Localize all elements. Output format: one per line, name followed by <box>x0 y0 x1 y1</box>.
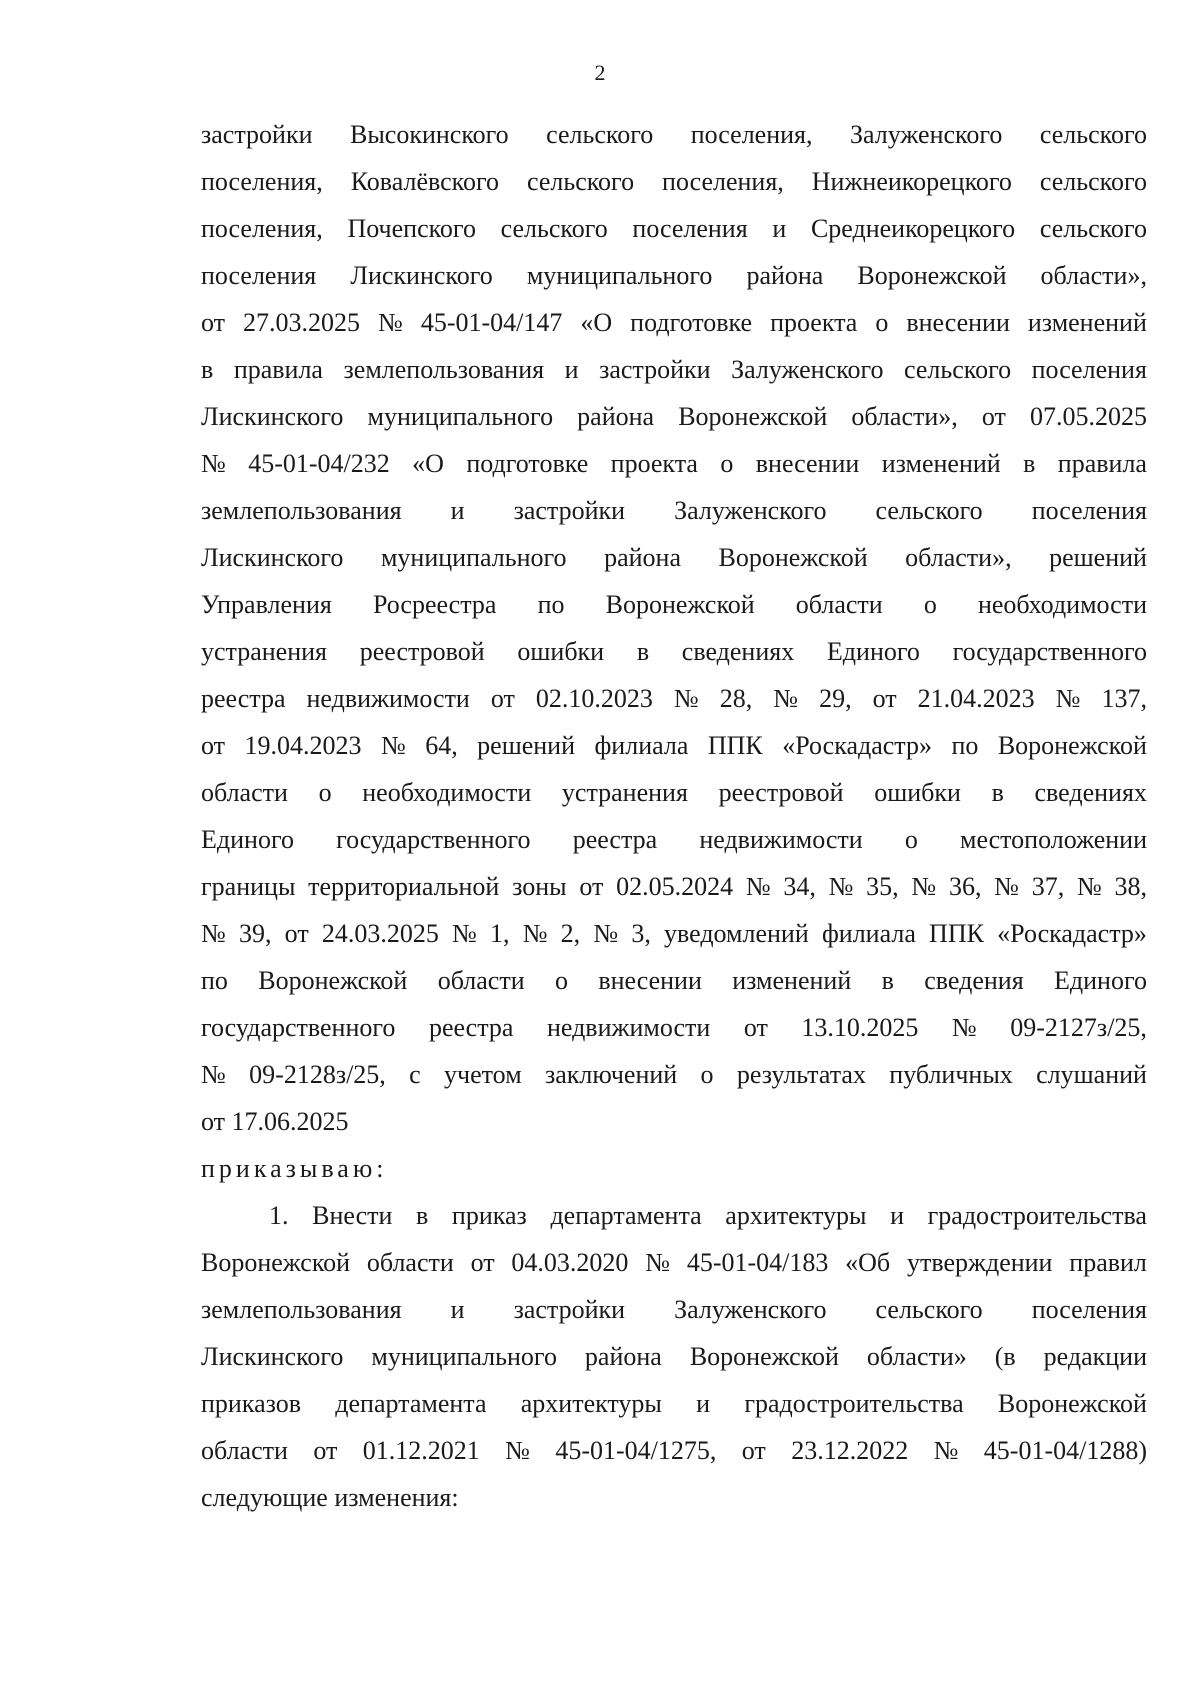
word: Воронежской <box>605 590 755 619</box>
page-number: 2 <box>594 60 606 85</box>
word: Залуженского <box>674 496 827 525</box>
word: учетом <box>444 1060 522 1089</box>
word: Внести <box>312 1201 393 1230</box>
word: сельского <box>546 120 654 149</box>
word: поселения <box>1031 1295 1147 1324</box>
word: решений <box>1049 543 1147 572</box>
word: Лискинского <box>201 1342 344 1371</box>
word: № <box>1055 684 1081 713</box>
word: уведомлений <box>664 919 809 948</box>
word: сельского <box>526 167 635 196</box>
word: Воронежской <box>997 731 1147 760</box>
word: № <box>505 1436 530 1465</box>
word: о <box>875 308 889 337</box>
text-line <box>201 1011 1147 1045</box>
word: сведениях <box>681 637 795 666</box>
word: с <box>409 1060 421 1089</box>
word: Почепского <box>347 214 476 243</box>
word: архитектуры <box>725 1201 867 1230</box>
word: района <box>604 543 681 572</box>
item-1-line <box>269 1199 1147 1233</box>
order-word: приказываю: <box>201 1154 388 1183</box>
word: 29, <box>819 684 852 713</box>
word: 01.12.2021 <box>362 1436 480 1465</box>
word: от <box>284 919 309 948</box>
word: Единого <box>201 825 294 854</box>
word: сельского <box>500 214 608 243</box>
word: приказов <box>201 1389 302 1418</box>
word: реестровой <box>718 778 844 807</box>
word: в <box>991 778 1004 807</box>
word: Воронежской <box>258 966 408 995</box>
word: приказ <box>451 1201 527 1230</box>
text-line <box>201 165 1147 199</box>
word: Воронежской <box>718 543 868 572</box>
text-line <box>201 870 1147 904</box>
word: 23.12.2022 <box>791 1436 909 1465</box>
word: в <box>201 355 214 384</box>
word: изменений <box>732 966 852 995</box>
word: Высокинского <box>349 120 509 149</box>
word: устранения <box>561 778 688 807</box>
word: области <box>201 1436 288 1465</box>
word: недвижимости <box>699 825 863 854</box>
word: сельского <box>875 1295 983 1324</box>
item-1-line <box>201 1434 1147 1468</box>
word: по <box>951 731 979 760</box>
word: области <box>366 1248 454 1277</box>
word: недвижимости <box>546 1013 711 1042</box>
word: от <box>981 402 1006 431</box>
word: 02.10.2023 <box>535 684 653 713</box>
word: «Роскадастр» <box>782 731 932 760</box>
word: «О <box>580 308 613 337</box>
word: поселения, <box>662 167 784 196</box>
word: 45-01-04/147 <box>420 308 563 337</box>
word: реестровой <box>359 637 485 666</box>
word: государственного <box>336 825 531 854</box>
word: изменений <box>881 449 1001 478</box>
word: района <box>577 402 655 431</box>
word: о <box>318 778 332 807</box>
text-line <box>201 588 1147 622</box>
word: Лискинского <box>201 402 344 431</box>
word: 28, <box>719 684 753 713</box>
item-1-line <box>201 1340 1147 1374</box>
word: решений <box>477 731 575 760</box>
word: области», <box>1040 261 1147 290</box>
word: поселения <box>201 261 317 290</box>
word: необходимости <box>977 590 1147 619</box>
word: землепользования <box>201 1295 402 1324</box>
word: 19.04.2023 <box>244 731 362 760</box>
word: о <box>700 1060 714 1089</box>
word: градостроительства <box>927 1201 1147 1230</box>
word: и <box>564 355 579 384</box>
word: муниципального <box>367 402 554 431</box>
word: реестра <box>428 1013 514 1042</box>
word: подготовке <box>466 449 589 478</box>
word: Нижнеикорецкого <box>811 167 1012 196</box>
word: в <box>881 966 894 995</box>
word: архитектуры <box>520 1389 662 1418</box>
text-line <box>201 823 1147 857</box>
word: 2, <box>560 919 581 948</box>
word: № <box>994 872 1019 901</box>
word: области <box>201 778 288 807</box>
word: государственного <box>952 637 1147 666</box>
text-line <box>201 917 1147 951</box>
word: 137, <box>1101 684 1147 713</box>
word: № <box>645 1248 671 1277</box>
word: № <box>378 308 403 337</box>
word: изменений <box>1027 308 1147 337</box>
word: о <box>554 966 568 995</box>
item-1-line <box>201 1293 1147 1327</box>
word: филиала <box>594 731 689 760</box>
word: № <box>380 731 406 760</box>
word: Залуженского <box>674 1295 827 1324</box>
word: 3, <box>631 919 651 948</box>
word: от <box>201 731 226 760</box>
word: Единого <box>1054 966 1147 995</box>
word: поселения, <box>201 214 323 243</box>
word: 1. <box>269 1201 289 1230</box>
text-line <box>201 682 1147 716</box>
word: от <box>579 872 604 901</box>
text-line <box>201 306 1147 340</box>
item-1-line: следующие изменения: <box>201 1483 459 1512</box>
word: и <box>772 214 787 243</box>
word: 21.04.2023 <box>917 684 1035 713</box>
word: 35, <box>866 872 899 901</box>
word: области» <box>866 1342 967 1371</box>
word: муниципального <box>371 1342 557 1371</box>
word: № <box>1076 872 1102 901</box>
word: 1, <box>490 919 510 948</box>
word: от <box>470 1248 495 1277</box>
word: № <box>911 872 937 901</box>
word: 34, <box>783 872 816 901</box>
word: публичных <box>889 1060 1013 1089</box>
word: № <box>773 684 799 713</box>
word: № <box>201 449 226 478</box>
word: Управления <box>201 590 332 619</box>
word: внесении <box>755 449 860 478</box>
word: от <box>743 1013 768 1042</box>
word: по <box>537 590 565 619</box>
word: о <box>720 449 734 478</box>
word: 45-01-04/232 <box>248 449 390 478</box>
word: поселения <box>1031 496 1147 525</box>
word: Лискинского <box>350 261 493 290</box>
word: 07.05.2025 <box>1029 402 1147 431</box>
word: поселения, <box>690 120 813 149</box>
word: 04.03.2020 <box>511 1248 629 1277</box>
word: проекта <box>610 449 698 478</box>
word: «О <box>412 449 444 478</box>
word: сельского <box>1039 120 1147 149</box>
word: филиала <box>821 919 916 948</box>
word: № <box>673 684 699 713</box>
word: (в <box>994 1342 1016 1371</box>
word: 36, <box>948 872 982 901</box>
word: 37, <box>1031 872 1065 901</box>
text-line <box>201 964 1147 998</box>
word: области <box>795 590 883 619</box>
word: местоположении <box>959 825 1147 854</box>
word: в <box>416 1201 429 1230</box>
word: 24.03.2025 <box>321 919 439 948</box>
text-line <box>201 635 1147 669</box>
word: зоны <box>512 872 567 901</box>
word: ППК <box>707 731 763 760</box>
word: департамента <box>335 1389 487 1418</box>
word: сельского <box>875 496 983 525</box>
word: внесении <box>906 308 1010 337</box>
word: и <box>890 1201 904 1230</box>
word: землепользования <box>201 496 402 525</box>
word: Лискинского <box>201 543 344 572</box>
word: № <box>745 872 771 901</box>
word: № <box>593 919 619 948</box>
word: Воронежской <box>689 1342 839 1371</box>
word: застройки <box>201 120 313 149</box>
word: территориальной <box>308 872 500 901</box>
word: утверждении <box>906 1248 1053 1277</box>
word: градостроительства <box>744 1389 964 1418</box>
text-line <box>201 447 1147 481</box>
word: от <box>490 684 515 713</box>
word: по <box>201 966 228 995</box>
text-line <box>201 1058 1147 1092</box>
item-1-line <box>201 1387 1147 1421</box>
text-line <box>201 400 1147 434</box>
word: № <box>522 919 548 948</box>
word: «Роскадастр» <box>997 919 1147 948</box>
word: Залуженского <box>850 120 1003 149</box>
word: от <box>872 684 897 713</box>
word: недвижимости <box>306 684 470 713</box>
word: проекта <box>770 308 858 337</box>
word: области <box>437 966 525 995</box>
word: 64, <box>425 731 458 760</box>
word: застройки <box>513 496 626 525</box>
word: 45-01-04/183 <box>686 1248 829 1277</box>
item-1-line <box>201 1246 1147 1280</box>
word: в <box>1023 449 1036 478</box>
word: устранения <box>201 637 328 666</box>
word: № <box>201 919 226 948</box>
text-line <box>201 212 1147 246</box>
word: поселения <box>632 214 748 243</box>
word: 09-2127з/25, <box>1010 1013 1147 1042</box>
word: и <box>696 1389 711 1418</box>
word: от <box>201 308 226 337</box>
word: «Об <box>845 1248 891 1277</box>
text-line <box>201 494 1147 528</box>
word: 39, <box>238 919 272 948</box>
word: сведениях <box>1034 778 1147 807</box>
word: Залуженского <box>731 355 884 384</box>
text-line <box>201 729 1147 763</box>
word: внесении <box>598 966 702 995</box>
word: 13.10.2025 <box>801 1013 919 1042</box>
word: Воронежской <box>201 1248 351 1277</box>
word: поселения <box>1031 355 1147 384</box>
word: ППК <box>929 919 984 948</box>
word: границы <box>201 872 296 901</box>
word: застройки <box>513 1295 626 1324</box>
word: о <box>923 590 937 619</box>
word: правила <box>1057 449 1147 478</box>
word: необходимости <box>362 778 532 807</box>
word: заключений <box>544 1060 678 1089</box>
word: муниципального <box>526 261 713 290</box>
word: сельского <box>904 355 1012 384</box>
word: и <box>450 496 465 525</box>
word: района <box>584 1342 662 1371</box>
word: государственного <box>201 1013 396 1042</box>
word: ошибки <box>874 778 961 807</box>
word: района <box>746 261 824 290</box>
word: подготовке <box>630 308 753 337</box>
text-line <box>201 353 1147 387</box>
word: реестра <box>201 684 286 713</box>
word: и <box>450 1295 465 1324</box>
word: результатах <box>736 1060 866 1089</box>
word: землепользования <box>343 355 545 384</box>
word: Воронежской <box>857 261 1007 290</box>
word: сведения <box>924 966 1024 995</box>
word: № <box>201 1060 226 1089</box>
word: сельского <box>1039 214 1147 243</box>
word: 09-2128з/25, <box>249 1060 386 1089</box>
word: Росреестра <box>372 590 497 619</box>
word: в <box>636 637 650 666</box>
word: о <box>904 825 918 854</box>
text-line <box>201 259 1147 293</box>
word: застройки <box>599 355 711 384</box>
text-line <box>201 118 1147 152</box>
word: области», <box>905 543 1012 572</box>
word: № <box>828 872 854 901</box>
word: 27.03.2025 <box>243 308 361 337</box>
word: № <box>933 1436 959 1465</box>
word: правила <box>233 355 323 384</box>
word: Среднеикорецкого <box>810 214 1016 243</box>
word: Единого <box>826 637 920 666</box>
text-line <box>201 776 1147 810</box>
text-line: от 17.06.2025 <box>201 1107 349 1136</box>
word: реестра <box>572 825 658 854</box>
word: 45-01-04/1288) <box>983 1436 1147 1465</box>
word: правил <box>1069 1248 1147 1277</box>
word: редакции <box>1043 1342 1147 1371</box>
word: муниципального <box>380 543 567 572</box>
word: Воронежской <box>997 1389 1147 1418</box>
word: Ковалёвского <box>350 167 499 196</box>
word: от <box>313 1436 338 1465</box>
word: департамента <box>550 1201 702 1230</box>
word: области», <box>851 402 958 431</box>
word: слушаний <box>1036 1060 1147 1089</box>
word: № <box>452 919 477 948</box>
word: ошибки <box>517 637 605 666</box>
word: 38, <box>1114 872 1147 901</box>
word: от <box>741 1436 766 1465</box>
text-line <box>201 541 1147 575</box>
word: поселения, <box>201 167 323 196</box>
word: 45-01-04/1275, <box>555 1436 717 1465</box>
word: № <box>951 1013 977 1042</box>
word: сельского <box>1039 167 1147 196</box>
word: 02.05.2024 <box>616 872 734 901</box>
word: Воронежской <box>678 402 828 431</box>
